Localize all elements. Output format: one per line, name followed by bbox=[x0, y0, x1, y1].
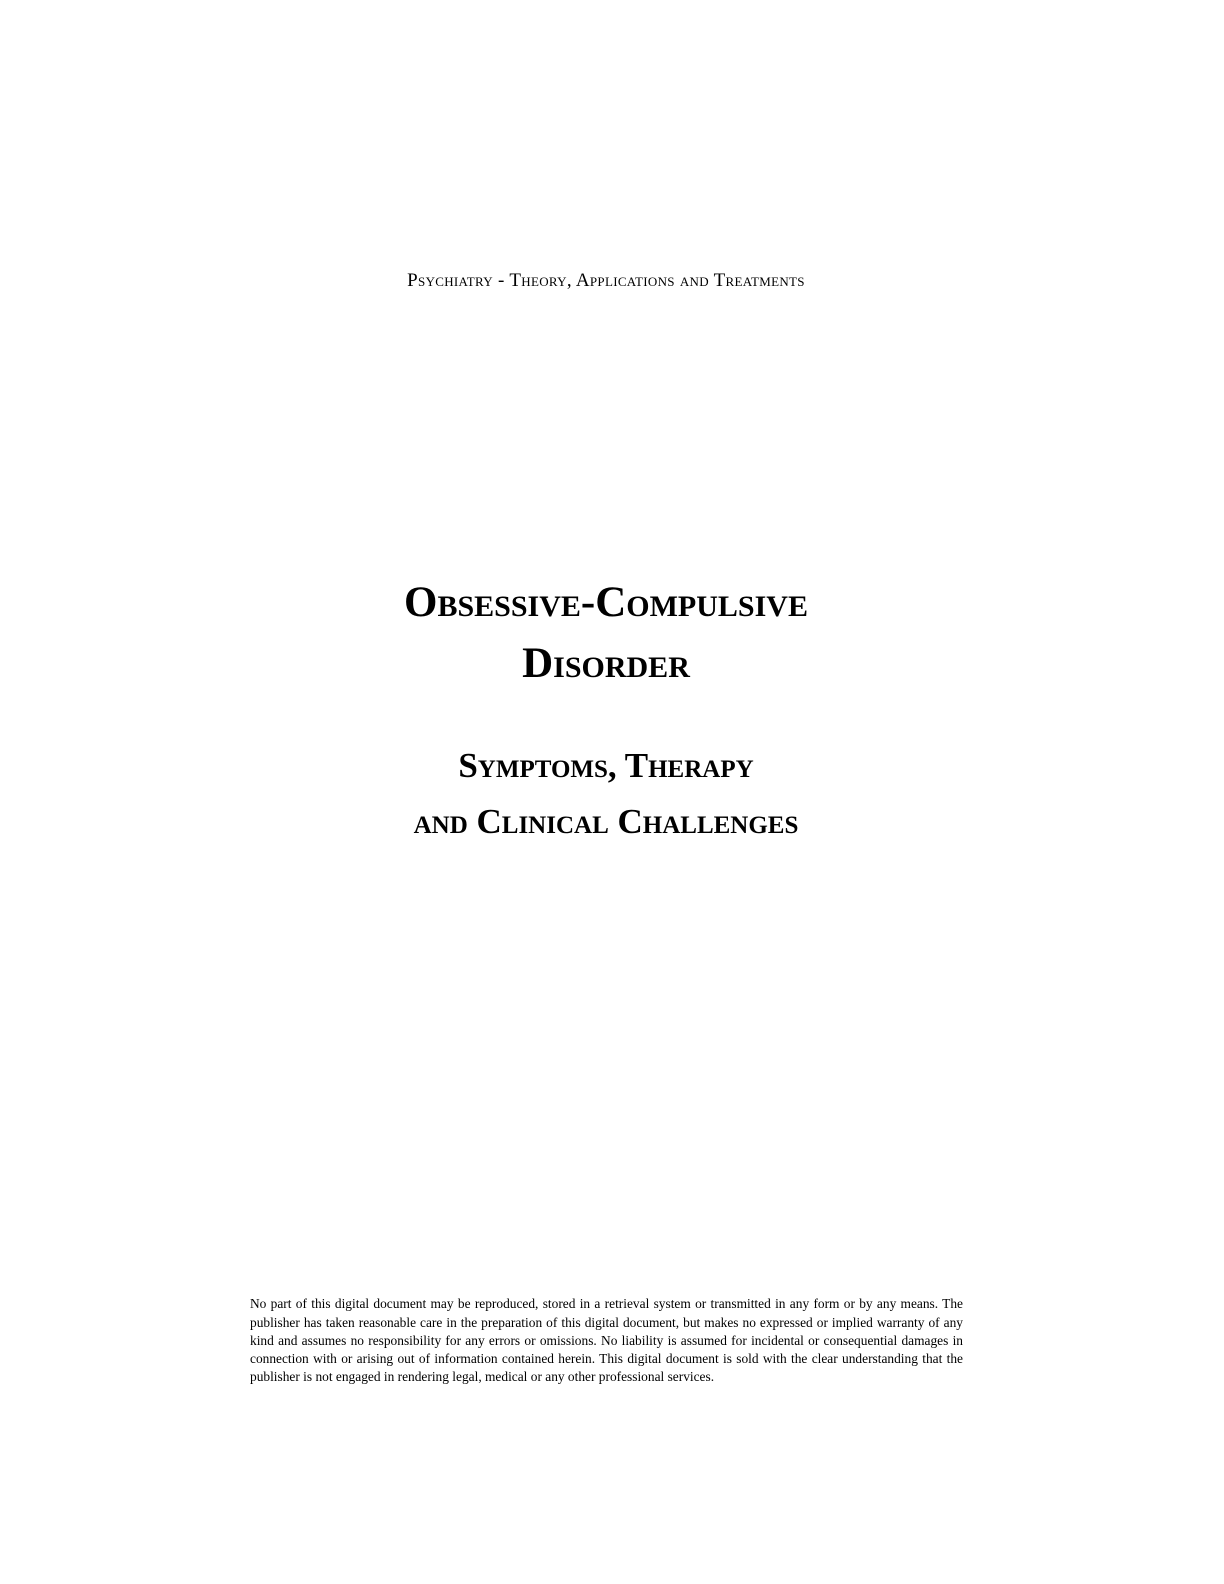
book-title-line-1: Obsessive-Compulsive bbox=[404, 579, 808, 626]
series-title: Psychiatry - Theory, Applications and Treatments bbox=[407, 270, 805, 291]
book-subtitle-line-1: Symptoms, Therapy bbox=[458, 746, 754, 785]
book-subtitle-line-2: and Clinical Challenges bbox=[413, 802, 799, 841]
book-title bbox=[0, 572, 1212, 694]
book-subtitle bbox=[0, 738, 1212, 850]
copyright-disclaimer: No part of this digital document may be reproduced, stored in a retrieval system or transmitted in any form or by any means. The publisher has taken reasonable care in the preparation of this digital document, but makes no expressed or implied warranty of any kind and assumes no responsibility for any errors or omissions. No liability is assumed for incidental or consequential damages in connection with or arising out of information contained herein. This digital document is sold with the clear understanding that the publisher is not engaged in rendering legal, medical or any other professional services. bbox=[250, 1296, 963, 1385]
book-title-line-2: Disorder bbox=[522, 640, 690, 687]
